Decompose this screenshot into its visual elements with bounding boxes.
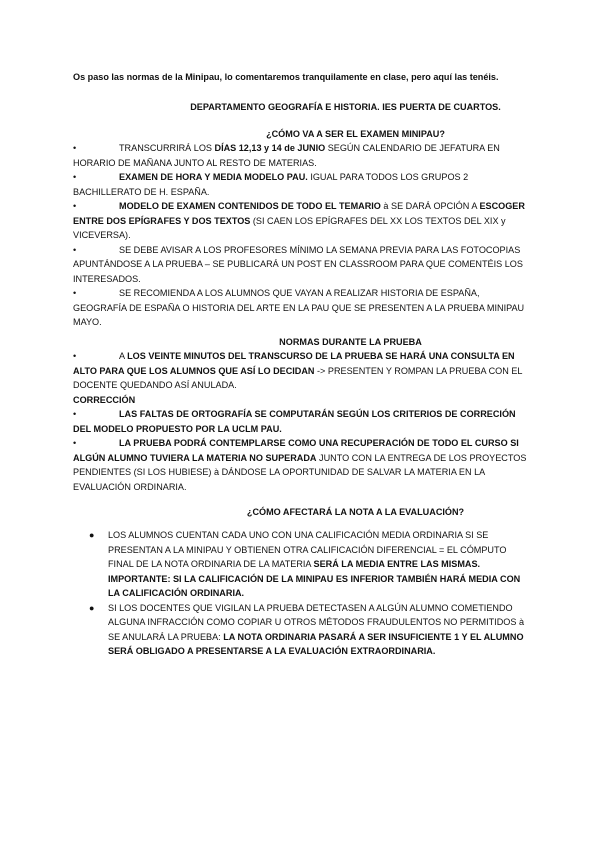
section1-item-5: • SE RECOMIENDA A LOS ALUMNOS QUE VAYAN A REALIZAR HISTORIA DE ESPAÑA, GEOGRAFÍA DE ESPAÑA O HISTORIA DEL ARTE EN LA PAU QUE SE PRESENTEN A LA PRUEBA MINIPAU MAYO. bbox=[73, 288, 525, 327]
intro-text: Os paso las normas de la Minipau, lo comentaremos tranquilamente en clase, pero aquí las tenéis. bbox=[73, 72, 499, 82]
section3-item-1: ● LOS ALUMNOS CUENTAN CADA UNO CON UNA CALIFICACIÓN MEDIA ORDINARIA SI SE PRESENTAN A LA MINIPAU Y OBTIENEN OTRA CALIFICACIÓN DIFERENCIAL = EL CÓMPUTO FINAL DE LA NOTA ORDINARIA DE LA MATERIA SERÁ LA MEDIA ENTRE LAS MISMAS. IMPORTANTE: SI LA CALIFICACIÓN DE LA MINIPAU ES INFERIOR TAMBIÉN HARÁ MEDIA CON LA CALIFICACIÓN ORDINARIA. bbox=[89, 530, 521, 598]
section2-list bbox=[73, 349, 528, 494]
section2-item-3: • LA PRUEBA PODRÁ CONTEMPLARSE COMO UNA RECUPERACIÓN DE TODO EL CURSO SI ALGÚN ALUMNO TUVIERA LA MATERIA NO SUPERADA JUNTO CON LA ENTREGA DE LOS PROYECTOS PENDIENTES (SI LOS HUBIESE) à DÁNDOSE LA OPORTUNIDAD DE SALVAR LA MATERIA EN LA EVALUACIÓN ORDINARIA. bbox=[73, 438, 527, 492]
bullet: • bbox=[73, 409, 77, 419]
bullet: • bbox=[73, 351, 77, 361]
section1-item-2: • EXAMEN DE HORA Y MEDIA MODELO PAU. IGUAL PARA TODOS LOS GRUPOS 2 BACHILLERATO DE H. ESPAÑA. bbox=[73, 172, 469, 197]
bullet: • bbox=[73, 143, 77, 153]
section1-list bbox=[73, 141, 528, 330]
section1-item-3: • MODELO DE EXAMEN CONTENIDOS DE TODO EL TEMARIO à SE DARÁ OPCIÓN A ESCOGER ENTRE DOS EPÍGRAFES Y DOS TEXTOS (SI CAEN LOS EPÍGRAFES DEL XX LOS TEXTOS DEL XIX y VICEVERSA). bbox=[73, 201, 525, 240]
section1-title: ¿CÓMO VA A SER EL EXAMEN MINIPAU? bbox=[266, 129, 445, 139]
bullet-circle: ● bbox=[89, 602, 95, 613]
bullet: • bbox=[73, 201, 77, 211]
bullet: • bbox=[73, 438, 77, 448]
section3-item-2: ● SI LOS DOCENTES QUE VIGILAN LA PRUEBA DETECTASEN A ALGÚN ALUMNO COMETIENDO ALGUNA INFRACCIÓN COMO COPIAR U OTROS MÉTODOS FRAUDULENTOS NO PERMITIDOS à SE ANULARÁ LA PRUEBA: LA NOTA ORDINARIA PASARÁ A SER INSUFICIENTE 1 Y EL ALUMNO SERÁ OBLIGADO A PRESENTARSE A LA EVALUACIÓN EXTRAORDINARIA. bbox=[89, 602, 525, 656]
section3-title: ¿CÓMO AFECTARÁ LA NOTA A LA EVALUACIÓN? bbox=[246, 507, 465, 517]
section2-title: NORMAS DURANTE LA PRUEBA bbox=[279, 337, 422, 347]
section1-item-1: • TRANSCURRIRÁ LOS DÍAS 12,13 y 14 de JUNIO SEGÚN CALENDARIO DE JEFATURA EN HORARIO DE MAÑANA JUNTO AL RESTO DE MATERIAS. bbox=[73, 143, 500, 168]
bullet: • bbox=[73, 288, 77, 298]
department-header: DEPARTAMENTO GEOGRAFÍA E HISTORIA. IES PUERTA DE CUARTOS. bbox=[190, 102, 501, 112]
correccion-heading: CORRECCIÓN bbox=[73, 394, 136, 405]
section2-item-2: • LAS FALTAS DE ORTOGRAFÍA SE COMPUTARÁN SEGÚN LOS CRITERIOS DE CORRECIÓN DEL MODELO PROPUESTO POR LA UCLM PAU. bbox=[73, 409, 516, 434]
section2-item-1: • A LOS VEINTE MINUTOS DEL TRANSCURSO DE LA PRUEBA SE HARÁ UNA CONSULTA EN ALTO PARA QUE LOS ALUMNOS QUE ASÍ LO DECIDAN -> PRESENTEN Y ROMPAN LA PRUEBA CON EL DOCENTE QUEDANDO ASÍ ANULADA. bbox=[73, 351, 523, 390]
bullet: • bbox=[73, 172, 77, 182]
bullet: • bbox=[73, 244, 77, 255]
section1-item-4: • SE DEBE AVISAR A LOS PROFESORES MÍNIMO LA SEMANA PREVIA PARA LAS FOTOCOPIAS APUNTÁNDOSE A LA PRUEBA – SE PUBLICARÁ UN POST EN CLASSROOM PARA QUE COMENTÉIS LOS INTERESADOS. bbox=[73, 244, 523, 284]
section3-list bbox=[73, 528, 528, 659]
bullet-circle: ● bbox=[89, 530, 95, 540]
